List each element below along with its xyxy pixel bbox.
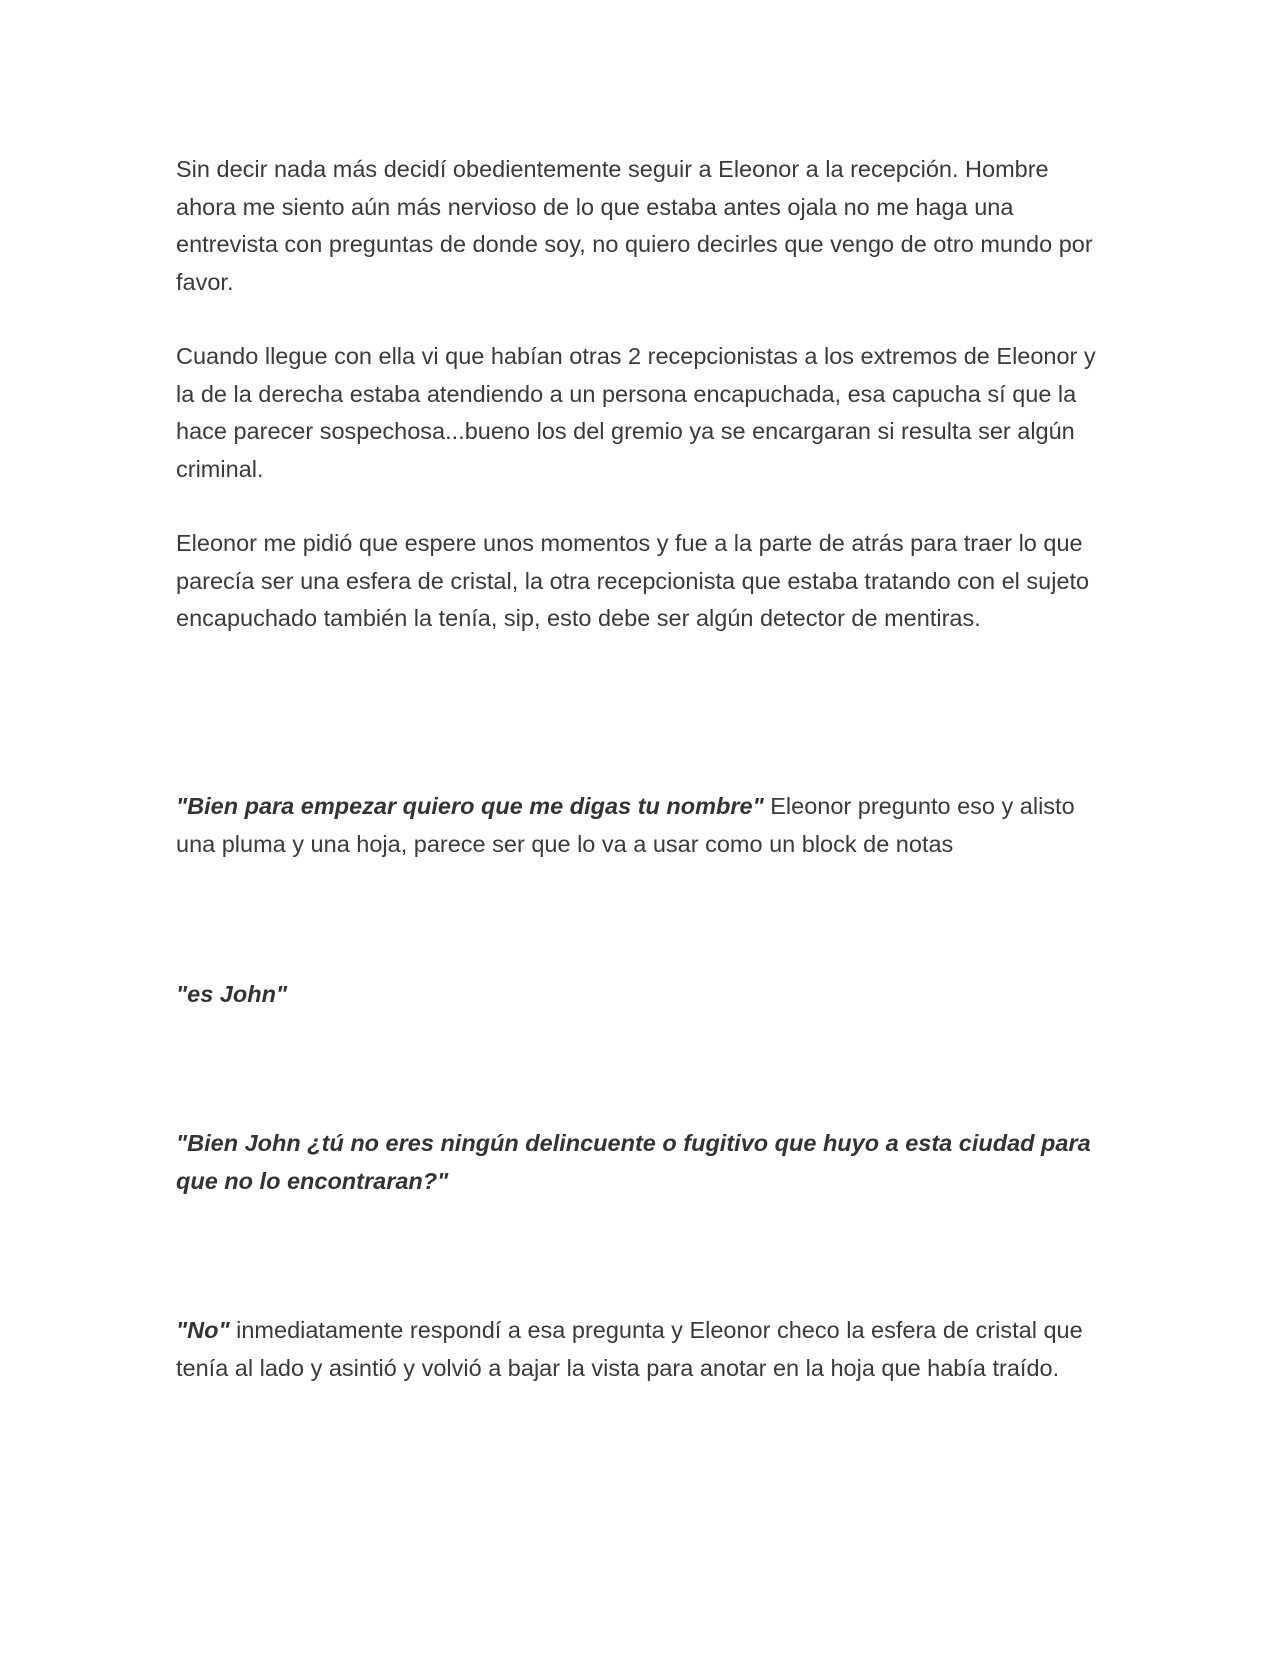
paragraph-1: Sin decir nada más decidí obedientemente seguir a Eleonor a la recepción. Hombre ahora me siento aún más nervioso de lo que estaba antes ojala no me haga una entrevista con preguntas de donde soy, no quiero decirles que vengo de otro mundo por favor. xyxy=(176,156,1093,295)
dialogue-quote-1: "Bien para empezar quiero que me digas tu nombre" xyxy=(176,793,764,819)
dialogue-quote-3: "Bien John ¿tú no eres ningún delincuente o fugitivo que huyo a esta ciudad para que no lo encontraran?" xyxy=(176,1130,1091,1194)
dialogue-paragraph-4 xyxy=(176,1312,1106,1387)
dialogue-paragraph-2 xyxy=(176,976,1106,1014)
dialogue-quote-2: "es John" xyxy=(176,981,288,1007)
dialogue-paragraph-1 xyxy=(176,788,1106,863)
dialogue-quote-4: "No" xyxy=(176,1317,230,1343)
dialogue-narration-4: inmediatamente respondí a esa pregunta y Eleonor checo la esfera de cristal que tenía al lado y asintió y volvió a bajar la vista para anotar en la hoja que había traído. xyxy=(176,1317,1083,1381)
paragraph-3: Eleonor me pidió que espere unos momentos y fue a la parte de atrás para traer lo que parecía ser una esfera de cristal, la otra recepcionista que estaba tratando con el sujeto encapuchado también la tenía, sip, esto debe ser algún detector de mentiras. xyxy=(176,530,1090,631)
dialogue-paragraph-3 xyxy=(176,1125,1106,1200)
paragraph-2: Cuando llegue con ella vi que habían otras 2 recepcionistas a los extremos de Eleonor y la de la derecha estaba atendiendo a un persona encapuchada, esa capucha sí que la hace parecer sospechosa...bueno los del gremio ya se encargaran si resulta ser algún criminal. xyxy=(176,343,1096,482)
dialogue-narration-1: Eleonor pregunto eso y alisto una pluma y una hoja, parece ser que lo va a usar como un block de notas xyxy=(176,793,1075,857)
